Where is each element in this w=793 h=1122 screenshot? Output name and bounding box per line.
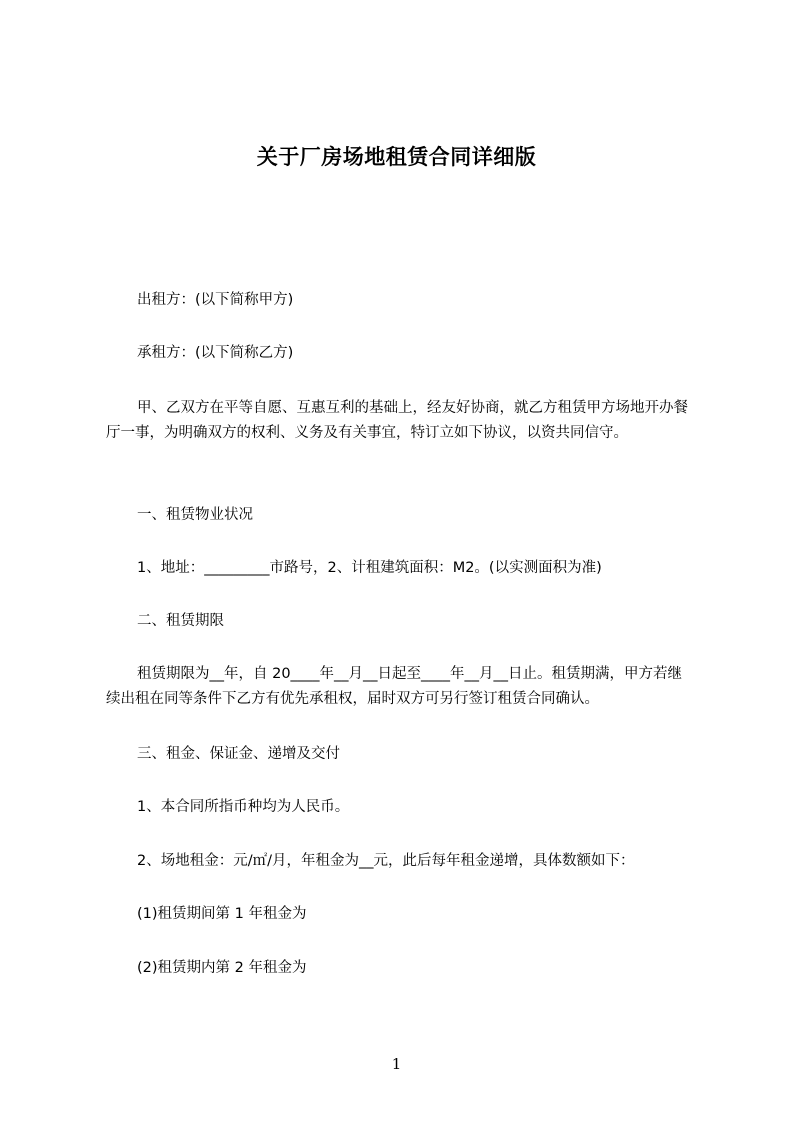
page-number: 1 [391, 1055, 402, 1073]
section-heading-term: 二、租赁期限 [137, 613, 224, 629]
paragraph-term: 租赁期限为__年，自 20____年__月__日起至____年__月__日止。租赁期满，甲方若继续出租在同等条件下乙方有优先承租权，届时双方可另行签订租赁合同确认。 [106, 666, 683, 707]
section-heading-rent: 三、租金、保证金、递增及交付 [137, 746, 340, 762]
paragraph-lessor: 出租方：(以下简称甲方) [137, 292, 294, 308]
paragraph-lessee: 承租方：(以下简称乙方) [137, 345, 294, 361]
paragraph-preamble: 甲、乙双方在平等自愿、互惠互利的基础上，经友好协商，就乙方租赁甲方场地开办餐厅一事，为明确双方的权利、义务及有关事宜，特订立如下协议，以资共同信守。 [106, 400, 688, 441]
section-heading-property: 一、租赁物业状况 [137, 507, 253, 523]
paragraph-rent-year-2: (2)租赁期内第 2 年租金为 [137, 960, 307, 976]
document-title: 关于厂房场地租赁合同详细版 [256, 145, 537, 169]
paragraph-site-rent: 2、场地租金：元/㎡/月，年租金为__元，此后每年租金递增，具体数额如下： [137, 853, 635, 869]
paragraph-rent-year-1: (1)租赁期间第 1 年租金为 [137, 906, 307, 922]
paragraph-address: 1、地址：_________市路号，2、计租建筑面积：M2。(以实测面积为准) [137, 560, 602, 576]
paragraph-currency: 1、本合同所指币种均为人民币。 [137, 799, 350, 815]
